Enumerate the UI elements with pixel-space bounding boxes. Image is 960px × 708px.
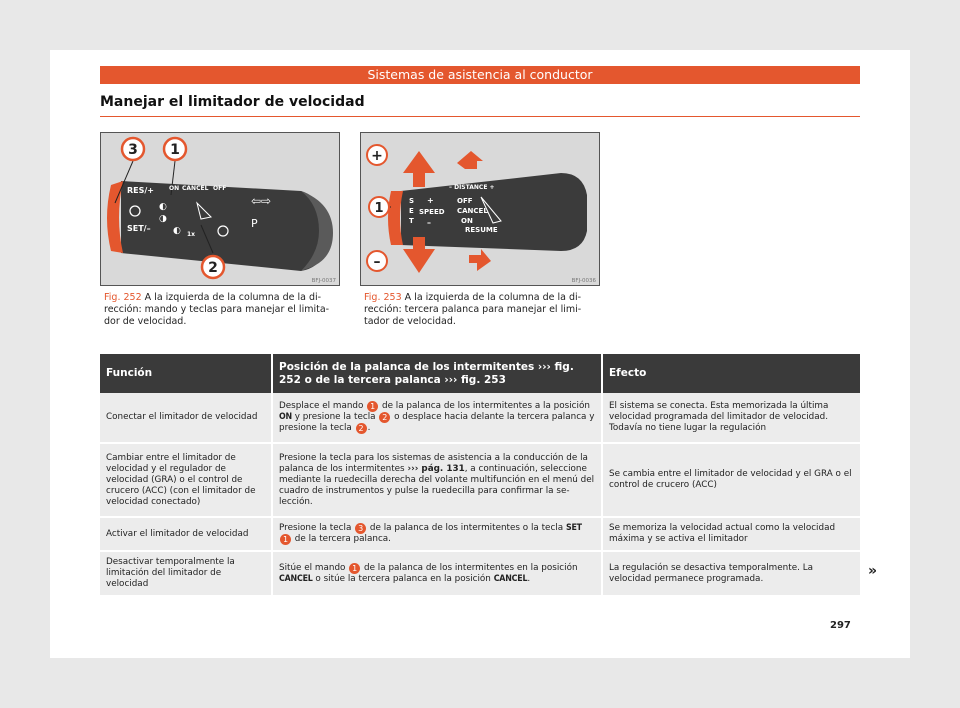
- e-label: E: [409, 207, 414, 215]
- on-label: ON: [169, 185, 180, 192]
- callout-3-label: 3: [128, 142, 138, 158]
- header-posicion: Posición de la palanca de los intermitentes ››› fig. 252 o de la tercera palanca ››› fig. 253: [272, 354, 602, 393]
- plus-callout-label: +: [371, 148, 383, 164]
- cell-efecto: Se memoriza la velocidad actual como la velocidad máxima y se activa el limitador: [602, 517, 860, 551]
- set-label: SET/–: [127, 224, 151, 233]
- minus-label: –: [427, 218, 431, 227]
- callout-2-label: 2: [208, 260, 218, 276]
- table-row: [100, 551, 860, 596]
- figure-252: [100, 132, 340, 328]
- figure-caption-text: A la izquierda de la columna de la dirección: mando y teclas para manejar el limitador de velocidad.: [104, 292, 330, 327]
- table-row: [100, 393, 860, 443]
- continue-mark: »: [868, 563, 878, 579]
- cell-efecto: La regulación se desactiva temporalmente. La velocidad permanece programada.: [602, 551, 860, 596]
- key-label: ON: [279, 412, 292, 422]
- page-number: 297: [830, 620, 851, 631]
- figure-252-caption: [100, 292, 340, 328]
- distance-label: – DISTANCE +: [449, 184, 495, 191]
- plus-label: +: [427, 196, 434, 205]
- turn-signal-icon: ⇦⇨: [251, 194, 272, 208]
- callout-badge: 3: [355, 523, 366, 534]
- callout-1-label: 1: [374, 201, 384, 216]
- chapter-header: Sistemas de asistencia al conductor: [100, 66, 860, 84]
- res-label: RES/+: [127, 186, 155, 195]
- callout-badge: 1: [349, 563, 360, 574]
- figure-number: Fig. 253: [364, 292, 402, 303]
- cell-efecto: Se cambia entre el limitador de velocidad y el GRA o el control de crucero (ACC): [602, 443, 860, 517]
- figure-code: BFJ-0037: [311, 278, 336, 284]
- figure-number: Fig. 252: [104, 292, 142, 303]
- cancel-label: CANCEL: [457, 207, 488, 215]
- callout-badge: 1: [367, 401, 378, 412]
- on-label: ON: [461, 217, 473, 225]
- callout-badge: 2: [379, 412, 390, 423]
- figure-253-caption: [360, 292, 600, 328]
- callout-badge: 1: [280, 534, 291, 545]
- callout-badge: 2: [356, 423, 367, 434]
- cell-posicion: Desplace el mando 1 de la palanca de los intermitentes a la posición ON y presione la tecla 2 o desplace hacia delante la tercera palanca y presione la tecla 2 .: [272, 393, 602, 443]
- cancel-label: CANCEL: [182, 185, 209, 192]
- cell-posicion: Presione la tecla para los sistemas de asistencia a la conducción de la palanca de los intermitentes ››› pág. 131, a continuación, seleccione mediante la ruedecilla derecha del volante multifunción en el menú del cuadro de instrumentos y pulse la ruedecilla para confirmar la selección.: [272, 443, 602, 517]
- cell-funcion: Cambiar entre el limitador de velocidad y el regulador de velocidad (GRA) o el control de crucero (ACC) (con el limitador de velocidad conectado): [100, 443, 272, 517]
- fog-light-icon: ◑: [159, 214, 167, 224]
- onex-label: 1x: [187, 231, 196, 238]
- figure-252-image: [100, 132, 340, 286]
- s-label: S: [409, 197, 415, 205]
- t-label: T: [409, 217, 414, 225]
- figure-253: [360, 132, 600, 328]
- figure-253-image: [360, 132, 600, 286]
- table-row: [100, 443, 860, 517]
- speed-label: SPEED: [419, 208, 445, 216]
- function-table: [100, 354, 860, 597]
- key-label: SET: [565, 523, 582, 533]
- cell-funcion: Activar el limitador de velocidad: [100, 517, 272, 551]
- cell-funcion: Conectar el limitador de velocidad: [100, 393, 272, 443]
- key-label: CANCEL: [279, 573, 313, 584]
- parking-light-icon: P: [251, 217, 258, 230]
- cell-posicion: Sitúe el mando 1 de la palanca de los intermitentes en la posición CANCEL o sitúe la tercera palanca en la posición CANCEL.: [272, 551, 602, 596]
- minus-callout-label: –: [373, 254, 381, 270]
- cell-posicion: Presione la tecla 3 de la palanca de los intermitentes o la tecla SET 1 de la tercera palanca.: [272, 517, 602, 551]
- key-label: CANCEL: [493, 573, 528, 584]
- headlight-icon: ◐: [159, 202, 167, 212]
- cell-efecto: El sistema se conecta. Esta memorizada la última velocidad programada del limitador de velocidad. Todavía no tiene lugar la regulación: [602, 393, 860, 443]
- callout-1-label: 1: [170, 142, 180, 158]
- off-label: OFF: [457, 197, 473, 205]
- figure-code: BFJ-0036: [571, 278, 596, 284]
- table-header-row: [100, 354, 860, 393]
- section-title: Manejar el limitador de velocidad: [100, 94, 860, 117]
- resume-label: RESUME: [465, 226, 498, 234]
- page-reference-link[interactable]: ››› pág. 131: [407, 463, 465, 474]
- cell-funcion: Desactivar temporalmente la limitación del limitador de velocidad: [100, 551, 272, 596]
- manual-page: [50, 50, 910, 658]
- off-label: OFF: [213, 185, 227, 192]
- figure-caption-text: A la izquierda de la columna de la dirección: tercera palanca para manejar el limitador de velocidad.: [364, 292, 582, 327]
- flash-icon: ◐: [173, 226, 181, 236]
- header-efecto: Efecto: [602, 354, 860, 393]
- header-funcion: Función: [100, 354, 272, 393]
- table-row: [100, 517, 860, 551]
